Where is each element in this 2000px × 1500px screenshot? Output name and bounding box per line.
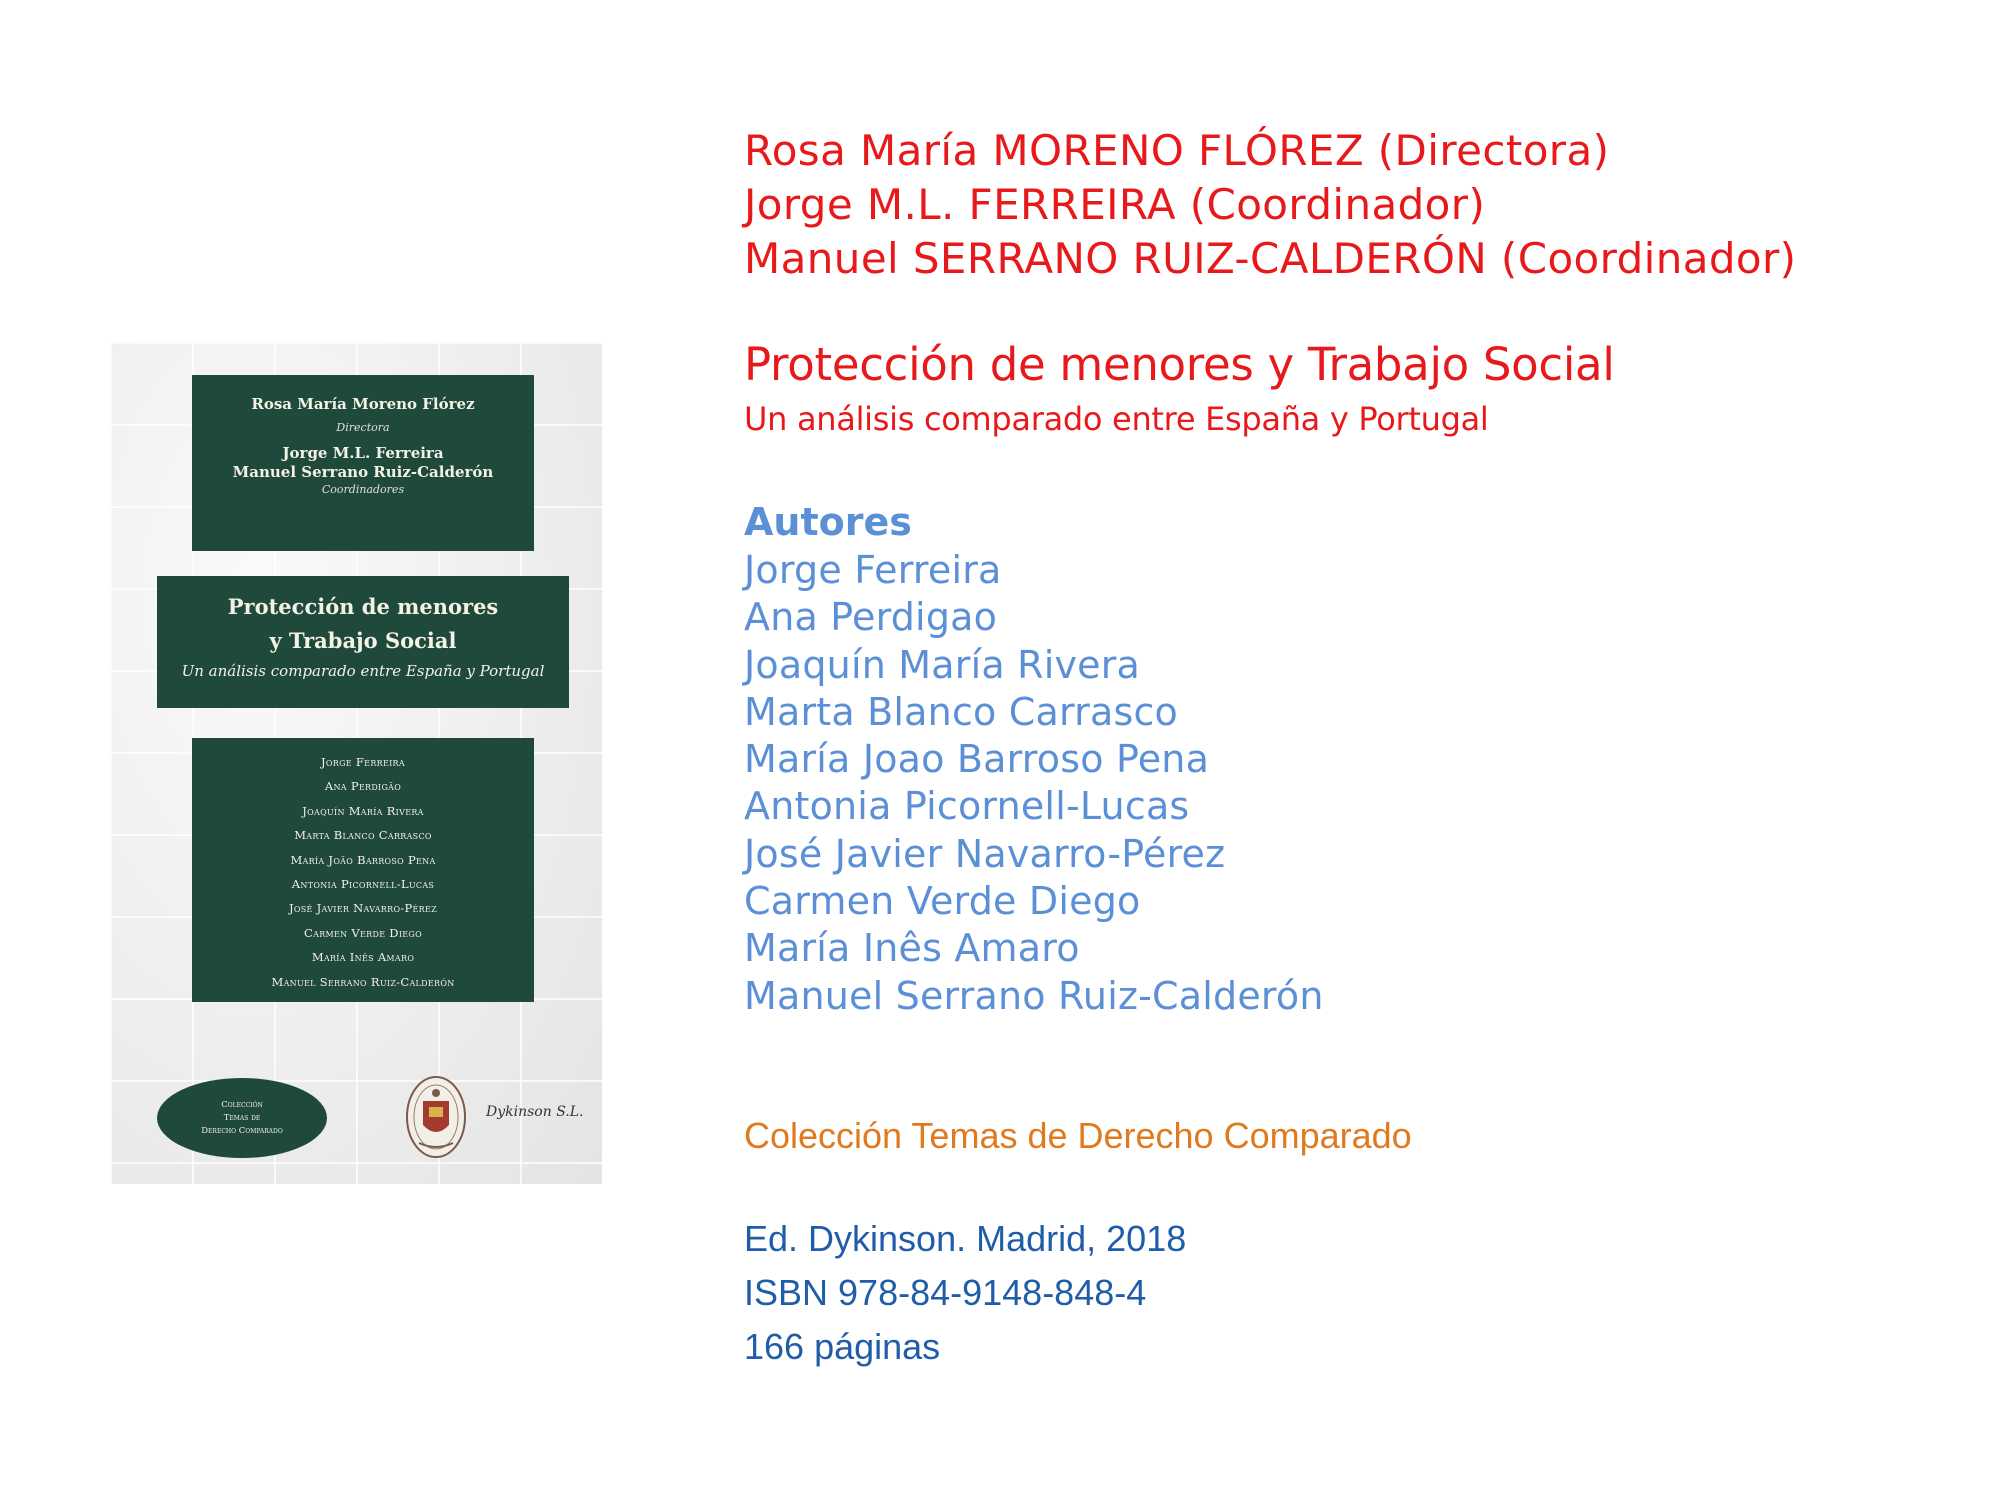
cover-author: Jorge Ferreira <box>321 755 405 769</box>
cover-author: Marta Blanco Carrasco <box>294 828 432 843</box>
cover-title-line-2: y Trabajo Social <box>269 628 457 653</box>
cover-author: María Inês Amaro <box>311 950 415 965</box>
university-seal-icon <box>405 1075 467 1159</box>
isbn-line: ISBN 978-84-9148-848-4 <box>744 1272 1147 1313</box>
authors-heading: Autores <box>744 500 912 544</box>
cover-coordinator-2: Manuel Serrano Ruiz-Calderón <box>232 463 494 481</box>
cover-author: Antonia Picornell-Lucas <box>291 877 435 892</box>
coordinator-credit-1: Jorge M.L. FERREIRA (Coordinador) <box>744 180 1486 229</box>
cover-authors-box <box>192 738 534 1002</box>
coordinator-credit-2: Manuel SERRANO RUIZ-CALDERÓN (Coordinador) <box>744 234 1797 283</box>
author-item: Joaquín María Rivera <box>744 642 1141 687</box>
cover-author: Carmen Verde Diego <box>304 925 422 940</box>
publisher-line: Ed. Dykinson. Madrid, 2018 <box>744 1218 1187 1259</box>
cover-collection-line: Derecho Comparado <box>201 1125 283 1136</box>
author-item: Antonia Picornell-Lucas <box>744 784 1190 829</box>
cover-director-role: Directora <box>336 421 390 434</box>
cover-author: José Javier Navarro-Pérez <box>288 901 438 916</box>
cover-title-box <box>157 576 569 708</box>
cover-collection-badge <box>157 1078 327 1158</box>
author-item: José Javier Navarro-Pérez <box>744 831 1226 876</box>
cover-collection-line: Colección <box>221 1099 263 1110</box>
cover-author: María João Barroso Pena <box>290 852 436 867</box>
cover-editors-box <box>192 375 534 551</box>
cover-coordinators-role: Coordinadores <box>321 483 405 496</box>
book-subtitle: Un análisis comparado entre España y Portugal <box>744 400 1489 438</box>
director-credit: Rosa María MORENO FLÓREZ (Directora) <box>744 126 1610 175</box>
book-title: Protección de menores y Trabajo Social <box>744 338 1615 391</box>
page-count: 166 páginas <box>744 1326 941 1367</box>
author-item: María Joao Barroso Pena <box>744 737 1210 782</box>
cover-author: Joaquín María Rivera <box>302 803 424 818</box>
authors-list <box>744 547 1324 1020</box>
cover-coordinator-1: Jorge M.L. Ferreira <box>282 444 444 462</box>
cover-author: Ana Perdigão <box>324 779 402 794</box>
book-cover-image <box>110 342 602 1184</box>
author-item: Carmen Verde Diego <box>744 879 1141 924</box>
author-item: Manuel Serrano Ruiz-Calderón <box>744 973 1324 1018</box>
cover-author: Manuel Serrano Ruiz-Calderón <box>271 974 455 989</box>
cover-publisher-logo: Dykinson S.L. <box>486 1104 584 1120</box>
author-item: Jorge Ferreira <box>744 548 1002 592</box>
cover-subtitle: Un análisis comparado entre España y Portugal <box>181 662 545 680</box>
cover-collection-line: Temas de <box>223 1112 261 1123</box>
author-item: Marta Blanco Carrasco <box>744 689 1179 734</box>
collection-name: Colección Temas de Derecho Comparado <box>744 1115 1412 1156</box>
cover-title-line-1: Protección de menores <box>227 594 499 619</box>
author-item: Ana Perdigao <box>744 595 998 640</box>
author-item: María Inês Amaro <box>744 926 1080 971</box>
cover-director-name: Rosa María Moreno Flórez <box>251 395 475 413</box>
